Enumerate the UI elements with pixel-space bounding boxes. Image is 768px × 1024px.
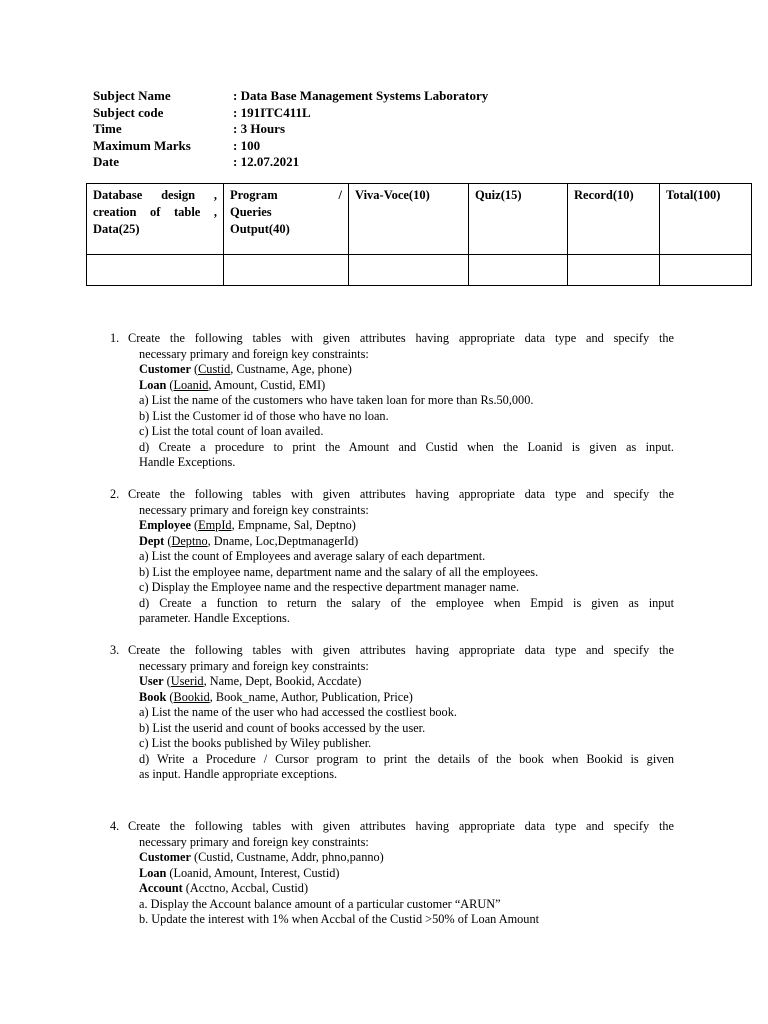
table-open: ( xyxy=(164,533,172,548)
table-name: Loan xyxy=(139,377,167,392)
question-intro-cont: necessary primary and foreign key constraints: xyxy=(139,346,369,361)
question-number: 4. xyxy=(110,819,120,833)
question-4 xyxy=(110,819,674,928)
sub-question: a. Display the Account balance amount of a particular customer “ARUN” xyxy=(139,896,501,911)
header-value: : 3 Hours xyxy=(233,121,285,136)
header-row-time xyxy=(93,121,488,138)
marks-cell-empty[interactable] xyxy=(349,255,469,286)
marks-cell-empty[interactable] xyxy=(224,255,349,286)
sub-question: c) List the books published by Wiley publisher. xyxy=(139,736,372,750)
question-intro-cont: necessary primary and foreign key constraints: xyxy=(139,658,369,673)
question-number: 3. xyxy=(110,643,120,657)
table-attrs: (Acctno, Accbal, Custid) xyxy=(182,881,309,895)
cell-line: Output(40) xyxy=(230,222,290,236)
sub-question-cont: parameter. Handle Exceptions. xyxy=(139,611,290,625)
sub-question: b) List the Customer id of those who have no loan. xyxy=(139,408,389,423)
table-name: User xyxy=(139,674,164,688)
header-value: : 12.07.2021 xyxy=(233,154,300,169)
sub-question: a) List the name of the customers who have taken loan for more than Rs.50,000. xyxy=(139,393,534,407)
cell-line: Queries xyxy=(230,205,272,219)
sub-question-cont: Handle Exceptions. xyxy=(139,455,236,469)
table-attrs: , Book_name, Author, Publication, Price) xyxy=(209,689,413,704)
table-spec xyxy=(139,534,674,550)
header-value: : 100 xyxy=(233,137,261,153)
question-intro-cont: necessary primary and foreign key constraints: xyxy=(139,502,369,517)
table-name: Loan xyxy=(139,865,167,880)
question-2 xyxy=(110,487,674,627)
marks-col-record: Record(10) xyxy=(568,184,660,255)
table-spec xyxy=(139,674,674,690)
sub-question: a) List the count of Employees and average salary of each department. xyxy=(139,549,486,563)
table-attrs: , Dname, Loc,DeptmanagerId) xyxy=(207,533,359,548)
sub-question: d) Write a Procedure / Cursor program to print the details of the book when Bookid is given xyxy=(139,751,674,766)
marks-col-quiz: Quiz(15) xyxy=(469,184,568,255)
table-attrs: , Name, Dept, Bookid, Accdate) xyxy=(203,674,362,688)
sub-question: d) Create a function to return the salary of the employee when Empid is given as input xyxy=(139,595,674,610)
table-attrs: , Custname, Age, phone) xyxy=(230,362,352,376)
table-open: ( xyxy=(166,689,174,704)
header-label: Date xyxy=(93,154,119,169)
cell-line: Data(25) xyxy=(93,222,140,236)
question-intro: Create the following tables with given attributes having appropriate data type and specify the xyxy=(128,643,674,657)
header-row-date xyxy=(93,154,488,171)
marks-col-viva-voce: Viva-Voce(10) xyxy=(349,184,469,255)
header-label: Subject Name xyxy=(93,88,171,103)
question-number: 1. xyxy=(110,331,120,345)
marks-header-row xyxy=(87,184,752,255)
header-value: : Data Base Management Systems Laboratory xyxy=(233,88,489,103)
table-spec xyxy=(139,378,674,394)
marks-col-total: Total(100) xyxy=(660,184,752,255)
header-label: Maximum Marks xyxy=(93,137,191,153)
table-spec xyxy=(139,850,674,866)
primary-key: Bookid xyxy=(173,689,210,704)
sub-question: b. Update the interest with 1% when Accbal of the Custid >50% of Loan Amount xyxy=(139,912,540,926)
cell-line: Program / xyxy=(230,188,342,202)
exam-header xyxy=(93,88,488,171)
question-intro-cont: necessary primary and foreign key constraints: xyxy=(139,834,369,849)
sub-question: b) List the employee name, department name and the salary of all the employees. xyxy=(139,564,539,579)
header-label: Subject code xyxy=(93,104,164,120)
table-name: Customer xyxy=(139,850,191,864)
table-spec xyxy=(139,518,674,534)
table-attrs: (Custid, Custname, Addr, phno,panno) xyxy=(190,850,384,864)
table-attrs: , Empname, Sal, Deptno) xyxy=(231,518,356,532)
sub-question-cont: as input. Handle appropriate exceptions. xyxy=(139,767,338,781)
marks-cell-empty[interactable] xyxy=(469,255,568,286)
header-row-maximum-marks xyxy=(93,138,488,155)
primary-key: Loanid xyxy=(173,377,209,392)
table-name: Account xyxy=(139,881,183,895)
header-row-subject-code xyxy=(93,105,488,122)
primary-key: Custid xyxy=(198,362,231,376)
sub-question: c) Display the Employee name and the respective department manager name. xyxy=(139,580,520,594)
marks-cell-empty[interactable] xyxy=(87,255,224,286)
header-value: : 191ITC411L xyxy=(233,104,311,120)
primary-key: EmpId xyxy=(198,518,232,532)
table-open: ( xyxy=(190,362,199,376)
marks-col-database-design xyxy=(87,184,224,255)
table-spec xyxy=(139,881,674,897)
sub-question: a) List the name of the user who had accessed the costliest book. xyxy=(139,705,457,719)
sub-question: b) List the userid and count of books accessed by the user. xyxy=(139,720,426,735)
table-name: Employee xyxy=(139,518,191,532)
question-intro: Create the following tables with given attributes having appropriate data type and specify the xyxy=(128,819,674,833)
table-name: Book xyxy=(139,689,167,704)
question-3 xyxy=(110,643,674,783)
table-name: Customer xyxy=(139,362,191,376)
marks-entry-row xyxy=(87,255,752,286)
table-spec xyxy=(139,866,674,882)
table-name: Dept xyxy=(139,533,165,548)
table-open: ( xyxy=(166,377,174,392)
marks-table xyxy=(86,183,752,286)
header-row-subject-name xyxy=(93,88,488,105)
cell-line: creation of table , xyxy=(93,205,217,219)
table-spec xyxy=(139,690,674,706)
primary-key: Userid xyxy=(170,674,204,688)
table-attrs: (Loanid, Amount, Interest, Custid) xyxy=(166,865,340,880)
question-number: 2. xyxy=(110,487,120,501)
table-open: ( xyxy=(190,518,199,532)
question-intro: Create the following tables with given attributes having appropriate data type and specify the xyxy=(128,487,674,501)
marks-cell-empty[interactable] xyxy=(568,255,660,286)
sub-question: c) List the total count of loan availed. xyxy=(139,424,324,438)
table-open: ( xyxy=(163,674,171,688)
cell-line: Database design , xyxy=(93,188,217,202)
table-attrs: , Amount, Custid, EMI) xyxy=(208,377,326,392)
question-intro: Create the following tables with given attributes having appropriate data type and specify the xyxy=(128,331,674,345)
question-1 xyxy=(110,331,674,471)
sub-question: d) Create a procedure to print the Amount and Custid when the Loanid is given as input. xyxy=(139,439,674,454)
table-spec xyxy=(139,362,674,378)
marks-cell-empty[interactable] xyxy=(660,255,752,286)
primary-key: Deptno xyxy=(171,533,208,548)
header-label: Time xyxy=(93,121,122,136)
marks-col-program-queries xyxy=(224,184,349,255)
